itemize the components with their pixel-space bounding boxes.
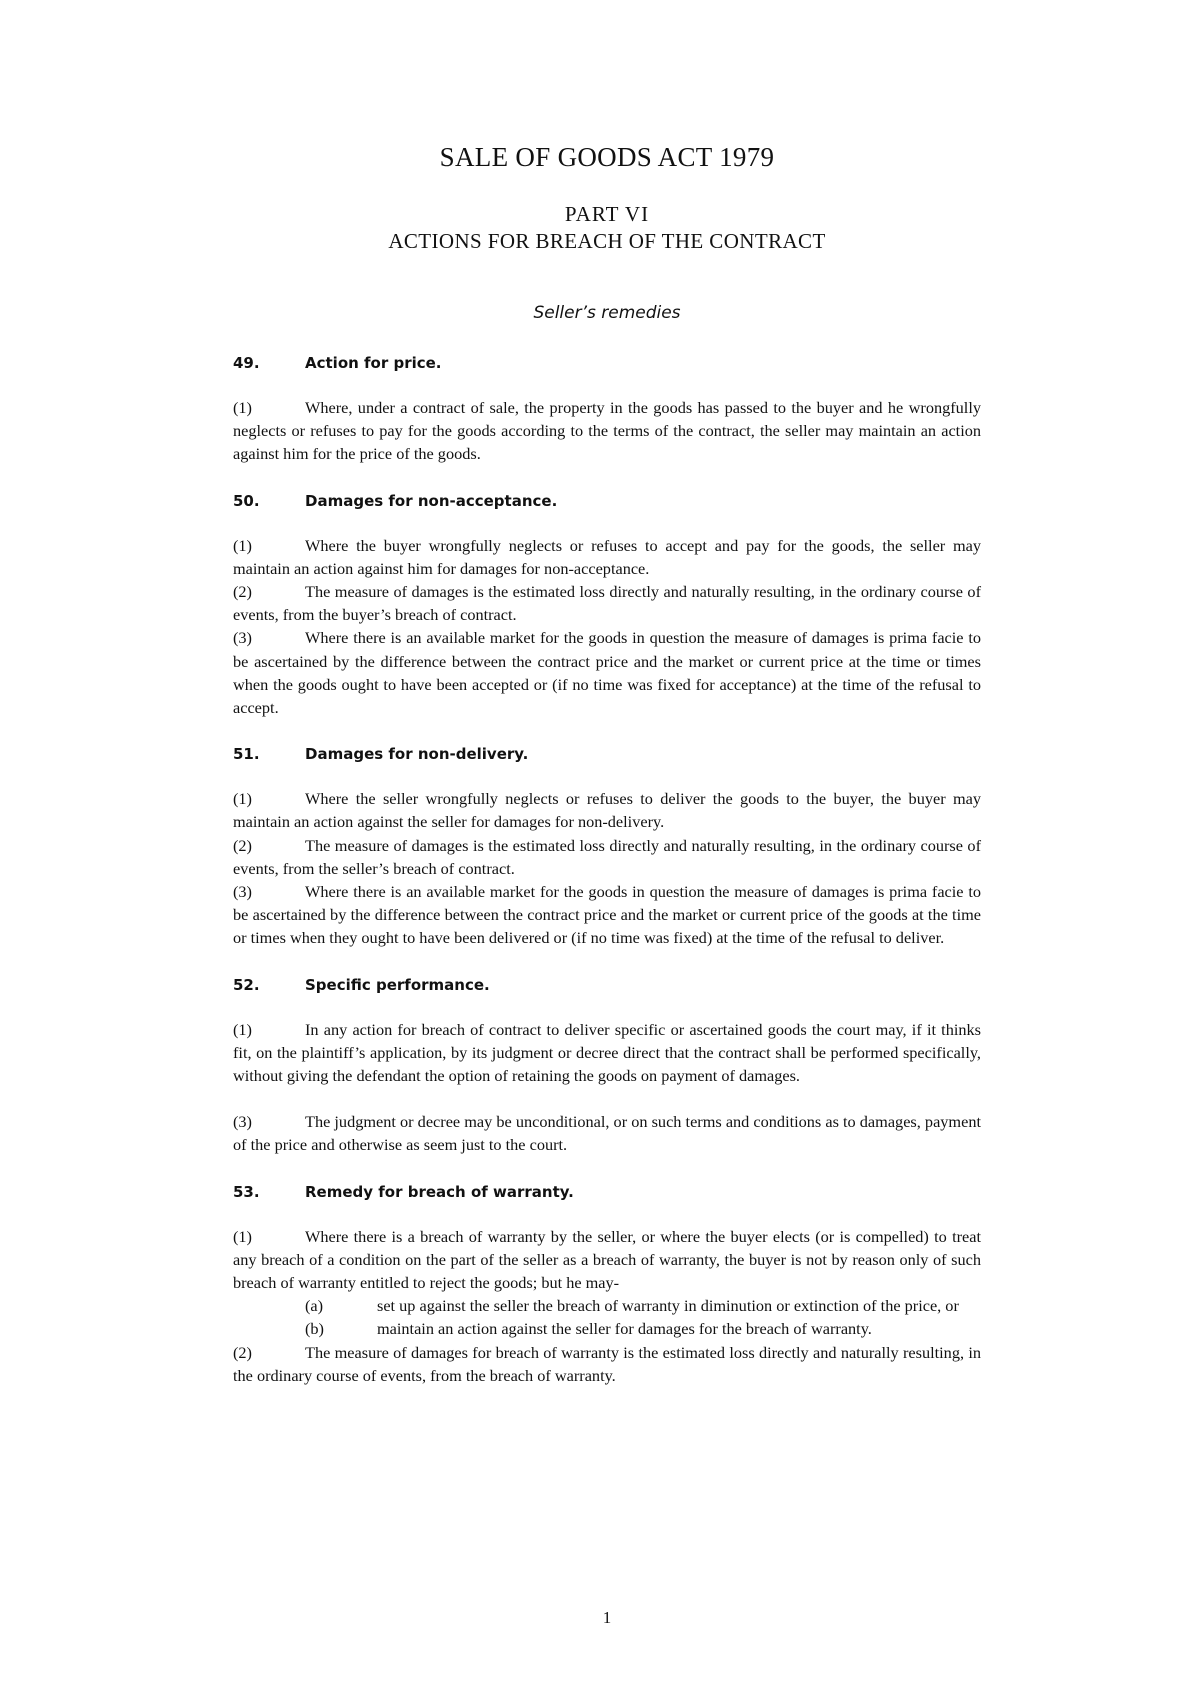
paragraph-text: Where the seller wrongfully neglects or refuses to deliver the goods to the buyer, the buyer may maintain an action against the seller for damages for non-delivery. [233, 789, 981, 832]
paragraph-number: (2) [233, 1342, 252, 1362]
part-label: PART VI [564, 202, 650, 226]
paragraph-number: (2) [233, 835, 252, 855]
paragraph-number: (3) [233, 882, 252, 902]
paragraph-text: The measure of damages is the estimated loss directly and naturally resulting, in the ordinary course of events, from the seller’s breach of contract. [233, 835, 981, 878]
paragraph [233, 1110, 981, 1156]
section-title: Action for price. [305, 354, 442, 372]
section-number: 49. [233, 354, 260, 372]
paragraph [233, 626, 981, 719]
sub-paragraph-number: (b) [305, 1319, 324, 1339]
section-number: 50. [233, 491, 260, 510]
paragraph [233, 834, 981, 880]
paragraph-text: The measure of damages is the estimated loss directly and naturally resulting, in the ordinary course of events, from the buyer’s breach of contract. [233, 582, 981, 625]
document-title: SALE OF GOODS ACT 1979 [439, 142, 775, 172]
part-title: ACTIONS FOR BREACH OF THE CONTRACT [388, 229, 826, 253]
section-heading [233, 352, 981, 375]
section-title: Damages for non-acceptance. [305, 491, 558, 510]
paragraph [233, 787, 981, 833]
paragraph [233, 580, 981, 626]
paragraph [233, 1018, 981, 1088]
paragraph-text: Where there is an available market for the goods in question the measure of damages is prima facie to be ascertained by the difference between the contract price and the market or current price at the time or times when the goods ought to have been accepted or (if no time was fixed for acceptance) at the time of the refusal to accept. [233, 628, 981, 718]
section-title: Remedy for breach of warranty. [305, 1182, 574, 1201]
paragraph-number: (3) [233, 1112, 252, 1132]
section-52 [233, 974, 981, 1157]
paragraph-text: Where the buyer wrongfully neglects or refuses to accept and pay for the goods, the seller may maintain an action against him for damages for non-acceptance. [233, 535, 981, 578]
section-number: 51. [233, 745, 260, 764]
section-53 [233, 1181, 981, 1387]
subheading: Seller’s remedies [533, 303, 681, 323]
section-51 [233, 743, 981, 949]
paragraph [233, 1341, 981, 1387]
section-title: Specific performance. [305, 975, 490, 994]
document-body [233, 352, 981, 1411]
paragraph [233, 880, 981, 950]
section-heading [233, 490, 981, 513]
sub-paragraph-number: (a) [305, 1296, 324, 1316]
paragraph-gap [233, 1087, 981, 1110]
sub-paragraph [305, 1294, 981, 1317]
section-heading [233, 974, 981, 997]
paragraph-text: Where there is a breach of warranty by the seller, or where the buyer elects (or is compelled) to treat any breach of a condition on the part of the seller as a breach of warranty, the buyer is not by reason only of such breach of warranty entitled to reject the goods; but he may- [233, 1226, 981, 1293]
paragraph [233, 1225, 981, 1295]
paragraph-text: The judgment or decree may be unconditional, or on such terms and conditions as to damages, payment of the price and otherwise as seem just to the court. [233, 1112, 981, 1155]
section-49 [233, 352, 981, 466]
paragraph-number: (1) [233, 1019, 252, 1039]
paragraph-number: (1) [233, 789, 252, 809]
section-number: 52. [233, 975, 260, 994]
paragraph [233, 534, 981, 580]
paragraph-number: (2) [233, 582, 252, 602]
section-number: 53. [233, 1182, 260, 1201]
paragraph-text: The measure of damages for breach of warranty is the estimated loss directly and naturally resulting, in the ordinary course of events, from the breach of warranty. [233, 1342, 981, 1385]
sub-paragraph [305, 1317, 981, 1340]
paragraph-text: In any action for breach of contract to deliver specific or ascertained goods the court may, if it thinks fit, on the plaintiff’s application, by its judgment or decree direct that the contract shall be performed specifically, without giving the defendant the option of retaining the goods on payment of damages. [233, 1019, 981, 1086]
paragraph-text: Where there is an available market for the goods in question the measure of damages is prima facie to be ascertained by the difference between the contract price and the market or current price of the goods at the time or times when they ought to have been delivered or (if no time was fixed) at the time of the refusal to deliver. [233, 882, 981, 948]
sub-paragraph-text: set up against the seller the breach of warranty in diminution or extinction of the price, or [377, 1296, 959, 1316]
section-heading [233, 1181, 981, 1204]
paragraph-number: (1) [233, 1226, 252, 1246]
paragraph-number: (1) [233, 398, 252, 417]
section-title: Damages for non-delivery. [305, 745, 529, 764]
page-number: 1 [602, 1608, 612, 1627]
paragraph [233, 396, 981, 466]
paragraph-number: (1) [233, 535, 252, 555]
sub-paragraph-text: maintain an action against the seller for damages for the breach of warranty. [377, 1319, 872, 1339]
paragraph-text: Where, under a contract of sale, the property in the goods has passed to the buyer and he wrongfully neglects or refuses to pay for the goods according to the terms of the contract, the seller may maintain an action against him for the price of the goods. [233, 398, 981, 464]
section-heading [233, 743, 981, 766]
section-50 [233, 490, 981, 720]
paragraph-number: (3) [233, 628, 252, 648]
